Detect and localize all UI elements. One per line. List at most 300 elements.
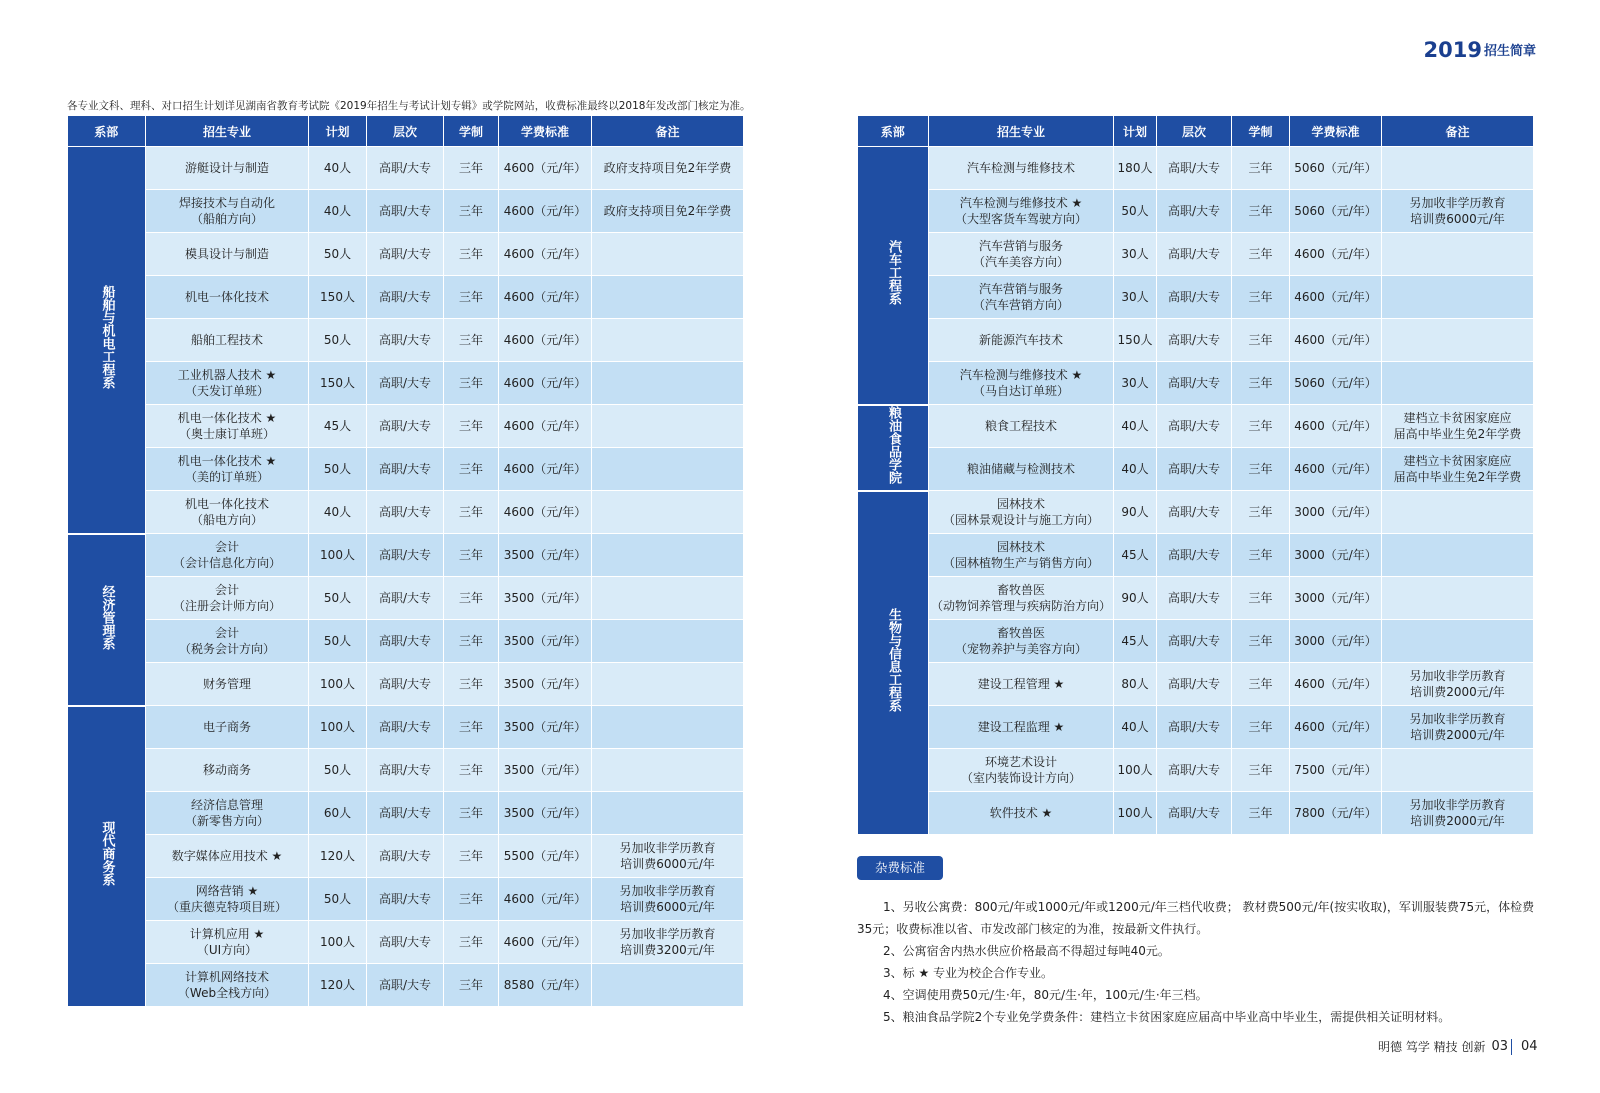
header-plan: 计划 xyxy=(1114,116,1157,147)
header-level: 层次 xyxy=(1157,116,1232,147)
plan-cell: 100人 xyxy=(309,663,367,706)
fee-cell: 4600（元/年） xyxy=(499,448,592,491)
major-line: （新零售方向） xyxy=(184,814,269,828)
fee-cell: 5060（元/年） xyxy=(1290,147,1382,190)
years-cell: 三年 xyxy=(444,921,499,964)
note-cell xyxy=(592,405,744,448)
plan-cell: 100人 xyxy=(309,921,367,964)
major-line: 新能源汽车技术 xyxy=(978,333,1063,347)
major-cell xyxy=(146,706,309,749)
table-row xyxy=(68,878,744,921)
plan-cell: 50人 xyxy=(1114,190,1157,233)
note-cell xyxy=(592,749,744,792)
note-line: 培训费6000元/年 xyxy=(620,900,715,914)
dept-cell xyxy=(858,405,929,491)
note-cell xyxy=(592,448,744,491)
fee-item: 1、另收公寓费：800元/年或1000元/年或1200元/年三档代收费； 教材费500元/年(按实收取)，军训服装费75元，体检费35元；收费标准以省、市发改部门核定的为准，按最新文件执行。 xyxy=(857,900,1535,936)
years-cell: 三年 xyxy=(1232,405,1290,448)
years-cell: 三年 xyxy=(444,233,499,276)
table-row xyxy=(68,964,744,1007)
note-line: 培训费6000元/年 xyxy=(620,857,715,871)
major-line: （宠物养护与美容方向） xyxy=(954,642,1087,656)
misc-fees-list xyxy=(857,896,1537,1028)
major-cell xyxy=(146,964,309,1007)
table-row xyxy=(858,491,1534,534)
brand-title: 招生简章 xyxy=(1483,44,1536,59)
table-row xyxy=(68,921,744,964)
major-line: （税务会计方向） xyxy=(178,642,275,656)
fee-cell: 4600（元/年） xyxy=(499,491,592,534)
header-level: 层次 xyxy=(367,116,444,147)
fee-cell: 7500（元/年） xyxy=(1290,749,1382,792)
note-cell xyxy=(1382,663,1534,706)
fee-item: 4、空调使用费50元/生·年，80元/生·年，100元/生·年三档。 xyxy=(883,988,1208,1002)
note-line: 建档立卡贫困家庭应 xyxy=(1403,454,1512,468)
years-cell: 三年 xyxy=(1232,448,1290,491)
fee-cell: 3500（元/年） xyxy=(499,792,592,835)
note-cell xyxy=(1382,792,1534,835)
level-cell: 高职/大专 xyxy=(1157,448,1232,491)
plan-cell: 120人 xyxy=(309,835,367,878)
fee-cell: 4600（元/年） xyxy=(1290,319,1382,362)
major-line: （马自达订单班） xyxy=(972,384,1069,398)
table-row xyxy=(858,577,1534,620)
dept-cell xyxy=(68,706,146,1007)
header-years: 学制 xyxy=(1232,116,1290,147)
level-cell: 高职/大专 xyxy=(1157,319,1232,362)
major-line: 经济信息管理 xyxy=(190,798,263,812)
years-cell: 三年 xyxy=(1232,362,1290,405)
table-row xyxy=(68,663,744,706)
years-cell: 三年 xyxy=(444,190,499,233)
plan-cell: 40人 xyxy=(1114,405,1157,448)
major-line: （船电方向） xyxy=(190,513,263,527)
years-cell: 三年 xyxy=(444,878,499,921)
header-major: 招生专业 xyxy=(146,116,309,147)
major-line: 机电一体化技术 xyxy=(184,290,269,304)
plan-cell: 30人 xyxy=(1114,233,1157,276)
note-cell xyxy=(1382,491,1534,534)
left-enrollment-table xyxy=(67,116,744,1008)
major-line: 软件技术 ★ xyxy=(989,806,1053,820)
note-line: 政府支持项目免2年学费 xyxy=(603,204,732,218)
level-cell: 高职/大专 xyxy=(367,577,444,620)
major-line: （注册会计师方向） xyxy=(172,599,281,613)
major-line: （重庆德克特项目班） xyxy=(166,900,287,914)
level-cell: 高职/大专 xyxy=(1157,534,1232,577)
major-line: 机电一体化技术 xyxy=(184,497,269,511)
level-cell: 高职/大专 xyxy=(367,405,444,448)
note-cell xyxy=(592,878,744,921)
note-cell xyxy=(592,190,744,233)
fee-cell: 3000（元/年） xyxy=(1290,620,1382,663)
major-cell xyxy=(929,362,1114,405)
major-line: （UI方向） xyxy=(196,943,258,957)
table-row xyxy=(858,620,1534,663)
header-years: 学制 xyxy=(444,116,499,147)
page-number-left: 03 xyxy=(1491,1039,1508,1054)
major-line: （大型客货车驾驶方向） xyxy=(954,212,1087,226)
years-cell: 三年 xyxy=(444,319,499,362)
header-note: 备注 xyxy=(1382,116,1534,147)
plan-cell: 45人 xyxy=(1114,534,1157,577)
years-cell: 三年 xyxy=(1232,663,1290,706)
years-cell: 三年 xyxy=(1232,319,1290,362)
plan-cell: 50人 xyxy=(309,749,367,792)
major-line: 粮油储藏与检测技术 xyxy=(966,462,1075,476)
major-cell xyxy=(929,190,1114,233)
major-line: 汽车检测与维修技术 xyxy=(966,161,1075,175)
years-cell: 三年 xyxy=(1232,706,1290,749)
years-cell: 三年 xyxy=(444,835,499,878)
major-cell xyxy=(146,276,309,319)
major-line: 会计 xyxy=(214,540,239,554)
table-row xyxy=(68,448,744,491)
plan-cell: 30人 xyxy=(1114,276,1157,319)
level-cell: 高职/大专 xyxy=(367,620,444,663)
fee-cell: 3500（元/年） xyxy=(499,620,592,663)
note-line: 培训费2000元/年 xyxy=(1410,814,1505,828)
table-row xyxy=(858,276,1534,319)
major-line: 汽车营销与服务 xyxy=(978,239,1063,253)
table-row xyxy=(68,190,744,233)
table-row xyxy=(858,749,1534,792)
note-cell xyxy=(1382,620,1534,663)
note-line: 培训费3200元/年 xyxy=(620,943,715,957)
note-cell xyxy=(1382,362,1534,405)
major-cell xyxy=(929,319,1114,362)
fee-cell: 4600（元/年） xyxy=(1290,233,1382,276)
years-cell: 三年 xyxy=(444,491,499,534)
note-cell xyxy=(1382,749,1534,792)
level-cell: 高职/大专 xyxy=(1157,706,1232,749)
note-line: 培训费2000元/年 xyxy=(1410,685,1505,699)
dept-cell xyxy=(858,491,929,835)
major-line: （动物饲养管理与疾病防治方向） xyxy=(931,599,1112,613)
major-cell xyxy=(146,620,309,663)
fee-cell: 4600（元/年） xyxy=(499,921,592,964)
plan-cell: 45人 xyxy=(309,405,367,448)
header-major: 招生专业 xyxy=(929,116,1114,147)
note-line: 培训费6000元/年 xyxy=(1410,212,1505,226)
table-row xyxy=(68,620,744,663)
table-row xyxy=(858,319,1534,362)
note-line: 另加收非学历教育 xyxy=(1409,712,1506,726)
plan-cell: 40人 xyxy=(1114,448,1157,491)
major-line: 畜牧兽医 xyxy=(996,583,1045,597)
major-line: 机电一体化技术 ★ xyxy=(177,411,277,425)
note-cell xyxy=(592,964,744,1007)
years-cell: 三年 xyxy=(1232,749,1290,792)
plan-cell: 45人 xyxy=(1114,620,1157,663)
fee-cell: 3000（元/年） xyxy=(1290,577,1382,620)
years-cell: 三年 xyxy=(444,147,499,190)
note-line: 届高中毕业生免2年学费 xyxy=(1393,427,1522,441)
major-cell xyxy=(146,448,309,491)
plan-cell: 90人 xyxy=(1114,577,1157,620)
major-line: 移动商务 xyxy=(202,763,251,777)
plan-cell: 60人 xyxy=(309,792,367,835)
page-number-right: 04 xyxy=(1521,1039,1538,1054)
dept-name: 粮油食品学院 xyxy=(886,406,901,484)
note-cell xyxy=(1382,405,1534,448)
major-cell xyxy=(146,878,309,921)
table-row xyxy=(858,190,1534,233)
plan-cell: 150人 xyxy=(309,362,367,405)
major-cell xyxy=(146,749,309,792)
fee-cell: 4600（元/年） xyxy=(499,319,592,362)
plan-cell: 50人 xyxy=(309,233,367,276)
major-cell xyxy=(929,792,1114,835)
major-line: 财务管理 xyxy=(202,677,251,691)
level-cell: 高职/大专 xyxy=(367,835,444,878)
table-row xyxy=(858,405,1534,448)
major-cell xyxy=(929,749,1114,792)
level-cell: 高职/大专 xyxy=(367,792,444,835)
level-cell: 高职/大专 xyxy=(1157,792,1232,835)
table-row xyxy=(68,491,744,534)
note-line: 另加收非学历教育 xyxy=(1409,798,1506,812)
major-line: 汽车检测与维修技术 ★ xyxy=(959,368,1083,382)
level-cell: 高职/大专 xyxy=(1157,362,1232,405)
table-row xyxy=(68,319,744,362)
major-cell xyxy=(146,534,309,577)
major-line: 机电一体化技术 ★ xyxy=(177,454,277,468)
major-cell xyxy=(146,233,309,276)
level-cell: 高职/大专 xyxy=(367,147,444,190)
level-cell: 高职/大专 xyxy=(1157,749,1232,792)
misc-fees-label: 杂费标准 xyxy=(857,856,943,880)
plan-cell: 50人 xyxy=(309,319,367,362)
plan-cell: 50人 xyxy=(309,448,367,491)
years-cell: 三年 xyxy=(444,620,499,663)
fee-cell: 4600（元/年） xyxy=(1290,706,1382,749)
plan-cell: 90人 xyxy=(1114,491,1157,534)
level-cell: 高职/大专 xyxy=(1157,233,1232,276)
major-cell xyxy=(929,706,1114,749)
table-row xyxy=(68,405,744,448)
table-row xyxy=(68,147,744,190)
years-cell: 三年 xyxy=(444,749,499,792)
header-dept: 系部 xyxy=(858,116,929,147)
note-cell xyxy=(1382,190,1534,233)
plan-cell: 100人 xyxy=(1114,749,1157,792)
fee-cell: 4600（元/年） xyxy=(499,233,592,276)
note-cell xyxy=(592,577,744,620)
table-row xyxy=(68,835,744,878)
table-row xyxy=(68,749,744,792)
major-cell xyxy=(929,620,1114,663)
dept-name: 汽车工程系 xyxy=(886,240,901,306)
years-cell: 三年 xyxy=(444,405,499,448)
fee-cell: 4600（元/年） xyxy=(499,878,592,921)
years-cell: 三年 xyxy=(1232,792,1290,835)
major-line: （船舶方向） xyxy=(190,212,263,226)
major-line: 会计 xyxy=(214,583,239,597)
table-row xyxy=(858,792,1534,835)
years-cell: 三年 xyxy=(444,706,499,749)
major-line: 建设工程管理 ★ xyxy=(977,677,1065,691)
major-line: （Web全栈方向） xyxy=(177,986,277,1000)
plan-cell: 30人 xyxy=(1114,362,1157,405)
major-cell xyxy=(929,448,1114,491)
plan-cell: 120人 xyxy=(309,964,367,1007)
major-cell xyxy=(146,147,309,190)
plan-cell: 50人 xyxy=(309,620,367,663)
table-row xyxy=(68,792,744,835)
major-line: 模具设计与制造 xyxy=(184,247,269,261)
major-line: 汽车检测与维修技术 ★ xyxy=(959,196,1083,210)
fee-item: 3、标 ★ 专业为校企合作专业。 xyxy=(883,966,1054,980)
major-cell xyxy=(929,534,1114,577)
table-row xyxy=(858,448,1534,491)
note-cell xyxy=(1382,448,1534,491)
years-cell: 三年 xyxy=(444,663,499,706)
major-line: （园林景观设计与施工方向） xyxy=(942,513,1099,527)
note-cell xyxy=(1382,147,1534,190)
major-line: 园林技术 xyxy=(996,540,1045,554)
table-row xyxy=(68,577,744,620)
fee-cell: 4600（元/年） xyxy=(1290,448,1382,491)
years-cell: 三年 xyxy=(1232,190,1290,233)
plan-cell: 100人 xyxy=(309,706,367,749)
fee-cell: 3000（元/年） xyxy=(1290,534,1382,577)
level-cell: 高职/大专 xyxy=(367,921,444,964)
plan-cell: 100人 xyxy=(1114,792,1157,835)
plan-cell: 40人 xyxy=(1114,706,1157,749)
years-cell: 三年 xyxy=(1232,620,1290,663)
note-line: 另加收非学历教育 xyxy=(1409,669,1506,683)
level-cell: 高职/大专 xyxy=(1157,147,1232,190)
brochure-brand xyxy=(1424,38,1536,62)
plan-cell: 50人 xyxy=(309,577,367,620)
major-line: 粮食工程技术 xyxy=(984,419,1057,433)
major-line: （天发订单班） xyxy=(184,384,269,398)
major-line: 焊接技术与自动化 xyxy=(178,196,275,210)
major-cell xyxy=(146,190,309,233)
plan-cell: 100人 xyxy=(309,534,367,577)
major-line: 汽车营销与服务 xyxy=(978,282,1063,296)
fee-cell: 5060（元/年） xyxy=(1290,362,1382,405)
major-cell xyxy=(929,276,1114,319)
major-line: （美的订单班） xyxy=(184,470,269,484)
dept-name: 船舶与机电工程系 xyxy=(99,285,115,390)
header-plan: 计划 xyxy=(309,116,367,147)
major-line: 数字媒体应用技术 ★ xyxy=(171,849,283,863)
major-cell xyxy=(146,792,309,835)
major-cell xyxy=(146,362,309,405)
table-row xyxy=(68,276,744,319)
major-line: 环境艺术设计 xyxy=(984,755,1057,769)
level-cell: 高职/大专 xyxy=(367,362,444,405)
years-cell: 三年 xyxy=(444,792,499,835)
years-cell: 三年 xyxy=(444,577,499,620)
fee-cell: 5500（元/年） xyxy=(499,835,592,878)
fee-cell: 4600（元/年） xyxy=(1290,405,1382,448)
fee-cell: 3500（元/年） xyxy=(499,706,592,749)
years-cell: 三年 xyxy=(1232,491,1290,534)
major-cell xyxy=(146,663,309,706)
fee-cell: 4600（元/年） xyxy=(499,276,592,319)
major-cell xyxy=(146,921,309,964)
fee-cell: 7800（元/年） xyxy=(1290,792,1382,835)
note-cell xyxy=(1382,706,1534,749)
years-cell: 三年 xyxy=(444,276,499,319)
fee-cell: 8580（元/年） xyxy=(499,964,592,1007)
right-enrollment-table xyxy=(857,116,1534,836)
fee-cell: 3000（元/年） xyxy=(1290,491,1382,534)
major-cell xyxy=(146,835,309,878)
note-line: 另加收非学历教育 xyxy=(619,841,716,855)
note-cell xyxy=(592,921,744,964)
major-cell xyxy=(929,405,1114,448)
table-row xyxy=(858,534,1534,577)
dept-name: 经济管理系 xyxy=(99,584,115,650)
major-line: （园林植物生产与销售方向） xyxy=(942,556,1099,570)
header-note: 备注 xyxy=(592,116,744,147)
level-cell: 高职/大专 xyxy=(1157,663,1232,706)
plan-cell: 180人 xyxy=(1114,147,1157,190)
major-cell xyxy=(929,491,1114,534)
level-cell: 高职/大专 xyxy=(367,878,444,921)
major-line: 网络营销 ★ xyxy=(195,884,259,898)
major-cell xyxy=(929,147,1114,190)
plan-cell: 80人 xyxy=(1114,663,1157,706)
note-cell xyxy=(592,792,744,835)
major-cell xyxy=(146,405,309,448)
years-cell: 三年 xyxy=(1232,577,1290,620)
brand-year: 2019 xyxy=(1423,38,1482,62)
major-line: （汽车营销方向） xyxy=(972,298,1069,312)
plan-note: 各专业文科、理科、对口招生计划详见湖南省教育考试院《2019年招生与考试计划专辑》或学院网站，收费标准最终以2018年发改部门核定为准。 xyxy=(67,100,751,112)
level-cell: 高职/大专 xyxy=(367,319,444,362)
fee-cell: 4600（元/年） xyxy=(499,362,592,405)
note-cell xyxy=(592,362,744,405)
note-line: 培训费2000元/年 xyxy=(1410,728,1505,742)
table-row xyxy=(68,706,744,749)
major-cell xyxy=(146,319,309,362)
level-cell: 高职/大专 xyxy=(367,534,444,577)
level-cell: 高职/大专 xyxy=(1157,190,1232,233)
years-cell: 三年 xyxy=(444,534,499,577)
years-cell: 三年 xyxy=(444,448,499,491)
table-row xyxy=(858,147,1534,190)
level-cell: 高职/大专 xyxy=(367,491,444,534)
note-cell xyxy=(592,147,744,190)
dept-cell xyxy=(68,147,146,534)
major-line: 船舶工程技术 xyxy=(190,333,263,347)
years-cell: 三年 xyxy=(444,362,499,405)
major-line: （汽车美容方向） xyxy=(972,255,1069,269)
fee-cell: 4600（元/年） xyxy=(1290,276,1382,319)
major-line: （会计信息化方向） xyxy=(172,556,281,570)
plan-cell: 150人 xyxy=(1114,319,1157,362)
level-cell: 高职/大专 xyxy=(367,276,444,319)
dept-cell xyxy=(68,534,146,706)
page-divider xyxy=(1511,1039,1512,1055)
major-line: （室内装饰设计方向） xyxy=(960,771,1081,785)
major-line: 工业机器人技术 ★ xyxy=(177,368,277,382)
plan-cell: 150人 xyxy=(309,276,367,319)
level-cell: 高职/大专 xyxy=(367,448,444,491)
level-cell: 高职/大专 xyxy=(1157,405,1232,448)
note-cell xyxy=(592,706,744,749)
plan-cell: 40人 xyxy=(309,147,367,190)
note-line: 届高中毕业生免2年学费 xyxy=(1393,470,1522,484)
level-cell: 高职/大专 xyxy=(367,190,444,233)
major-cell xyxy=(929,577,1114,620)
level-cell: 高职/大专 xyxy=(367,964,444,1007)
